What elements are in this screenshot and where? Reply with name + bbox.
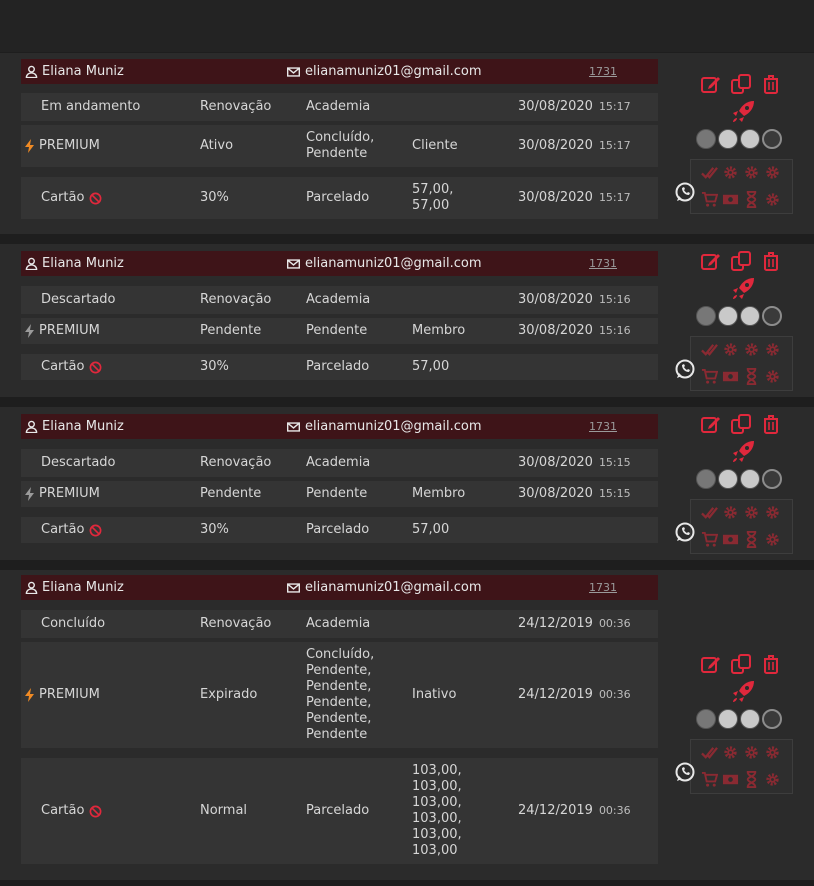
actions-panel (690, 73, 810, 243)
status-category: Academia (306, 616, 371, 631)
payment-row (21, 517, 658, 543)
person-icon (25, 420, 38, 433)
actions-panel (690, 653, 810, 823)
whatsapp-icon[interactable] (674, 358, 696, 380)
client-email: elianamuniz01@gmail.com (305, 255, 482, 271)
payment-method: Cartão (41, 190, 85, 205)
record-card (0, 570, 814, 880)
copy-icon[interactable] (730, 73, 752, 95)
status-label: Descartado (41, 455, 116, 470)
avatar[interactable] (740, 306, 760, 326)
plan-date: 24/12/2019 (518, 687, 593, 702)
payment-discount: 30% (200, 359, 229, 374)
status-time: 00:36 (598, 617, 631, 630)
avatar[interactable] (718, 129, 738, 149)
plan-role: Inativo (412, 687, 457, 702)
record-header (21, 575, 658, 600)
lightning-icon (25, 487, 35, 501)
hourglass-icon[interactable] (743, 771, 760, 788)
lightning-icon (25, 324, 35, 338)
edit-icon[interactable] (700, 653, 722, 675)
payment-mode: Parcelado (306, 522, 370, 537)
mail-icon (287, 422, 300, 432)
avatar[interactable] (762, 306, 782, 326)
avatar[interactable] (718, 709, 738, 729)
plan-row (21, 318, 658, 344)
record-header (21, 59, 658, 84)
rocket-icon[interactable] (730, 276, 756, 302)
gear-icon[interactable] (722, 341, 739, 358)
payment-discount: 30% (200, 190, 229, 205)
whatsapp-icon[interactable] (674, 761, 696, 783)
plan-time: 15:15 (598, 487, 631, 500)
lightning-icon (25, 688, 35, 702)
plan-stages: Concluído, Pendente, Pendente, Pendente, Pendente, Pendente (306, 647, 375, 742)
status-row (21, 93, 658, 121)
status-date: 24/12/2019 (518, 616, 593, 631)
person-icon (25, 581, 38, 594)
gear-icon[interactable] (722, 164, 739, 181)
plan-role: Membro (412, 486, 466, 501)
status-row (21, 610, 658, 638)
payment-row (21, 758, 658, 864)
ban-icon (89, 361, 102, 374)
payment-date: 24/12/2019 (518, 803, 593, 818)
payment-discount: 30% (200, 522, 229, 537)
cart-icon[interactable] (701, 771, 718, 788)
gear-icon[interactable] (743, 744, 760, 761)
record-id-link[interactable]: 1731 (589, 256, 617, 270)
payment-method: Cartão (41, 359, 85, 374)
status-category: Academia (306, 99, 371, 114)
payment-time: 15:17 (598, 191, 631, 204)
payment-row (21, 354, 658, 380)
mail-icon (287, 259, 300, 269)
team-avatars (696, 709, 782, 729)
team-avatars (696, 129, 782, 149)
record-header (21, 251, 658, 276)
team-avatars (696, 469, 782, 489)
gear-icon[interactable] (764, 531, 781, 548)
payment-date: 30/08/2020 (518, 190, 593, 205)
payment-mode: Parcelado (306, 803, 370, 818)
money-icon[interactable] (722, 531, 739, 548)
avatar[interactable] (696, 709, 716, 729)
trash-icon[interactable] (760, 653, 782, 675)
plan-state: Expirado (200, 687, 258, 702)
status-type: Renovação (200, 292, 272, 307)
payment-discount: Normal (200, 803, 248, 818)
avatar[interactable] (718, 469, 738, 489)
avatar[interactable] (740, 709, 760, 729)
status-category: Academia (306, 455, 371, 470)
double-check-icon[interactable] (701, 341, 718, 358)
rocket-icon[interactable] (730, 99, 756, 125)
person-icon (25, 65, 38, 78)
status-date: 30/08/2020 (518, 99, 593, 114)
payment-time: 00:36 (598, 804, 631, 817)
payment-values: 103,00, 103,00, 103,00, 103,00, 103,00, 103,00 (412, 763, 462, 858)
gear-icon[interactable] (764, 341, 781, 358)
status-time: 15:16 (598, 293, 631, 306)
person-icon (25, 257, 38, 270)
record-id-link[interactable]: 1731 (589, 64, 617, 78)
avatar[interactable] (696, 469, 716, 489)
money-icon[interactable] (722, 771, 739, 788)
edit-icon[interactable] (700, 250, 722, 272)
plan-state: Ativo (200, 138, 234, 153)
client-email: elianamuniz01@gmail.com (305, 579, 482, 595)
gear-icon[interactable] (764, 771, 781, 788)
status-icons-panel (690, 739, 793, 794)
trash-icon[interactable] (760, 413, 782, 435)
gear-icon[interactable] (764, 744, 781, 761)
payment-method: Cartão (41, 803, 85, 818)
record-header (21, 414, 658, 439)
client-name: Eliana Muniz (42, 418, 124, 434)
payment-values: 57,00 (412, 359, 450, 374)
plan-label: PREMIUM (39, 323, 100, 338)
copy-icon[interactable] (730, 653, 752, 675)
status-icons-panel (690, 159, 793, 214)
whatsapp-icon[interactable] (674, 521, 696, 543)
gear-icon[interactable] (722, 504, 739, 521)
status-date: 30/08/2020 (518, 455, 593, 470)
record-card (0, 407, 814, 560)
plan-time: 15:16 (598, 324, 631, 337)
status-time: 15:17 (598, 100, 631, 113)
gear-icon[interactable] (743, 341, 760, 358)
copy-icon[interactable] (730, 413, 752, 435)
plan-stages: Concluído, Pendente (306, 130, 375, 161)
plan-date: 30/08/2020 (518, 486, 593, 501)
plan-row (21, 642, 658, 748)
payment-values: 57,00, 57,00 (412, 182, 454, 213)
status-label: Concluído (41, 616, 106, 631)
payment-mode: Parcelado (306, 359, 370, 374)
avatar[interactable] (762, 129, 782, 149)
money-icon[interactable] (722, 368, 739, 385)
status-row (21, 286, 658, 314)
copy-icon[interactable] (730, 250, 752, 272)
plan-stages: Pendente (306, 323, 368, 338)
plan-date: 30/08/2020 (518, 323, 593, 338)
avatar[interactable] (696, 129, 716, 149)
avatar[interactable] (718, 306, 738, 326)
status-row (21, 449, 658, 477)
client-name: Eliana Muniz (42, 255, 124, 271)
payment-method: Cartão (41, 522, 85, 537)
status-label: Descartado (41, 292, 116, 307)
plan-row (21, 481, 658, 507)
hourglass-icon[interactable] (743, 191, 760, 208)
client-email: elianamuniz01@gmail.com (305, 63, 482, 79)
status-type: Renovação (200, 455, 272, 470)
status-icons-panel (690, 499, 793, 554)
ban-icon (89, 805, 102, 818)
payment-row (21, 177, 658, 219)
gear-icon[interactable] (722, 744, 739, 761)
trash-icon[interactable] (760, 73, 782, 95)
payment-values: 57,00 (412, 522, 450, 537)
status-type: Renovação (200, 99, 272, 114)
record-id-link[interactable]: 1731 (589, 580, 617, 594)
ban-icon (89, 192, 102, 205)
record-id-link[interactable]: 1731 (589, 419, 617, 433)
edit-icon[interactable] (700, 413, 722, 435)
record-card (0, 244, 814, 397)
payment-mode: Parcelado (306, 190, 370, 205)
plan-time: 15:17 (598, 139, 631, 152)
status-type: Renovação (200, 616, 272, 631)
gear-icon[interactable] (743, 504, 760, 521)
status-category: Academia (306, 292, 371, 307)
status-icons-panel (690, 336, 793, 391)
gear-icon[interactable] (764, 368, 781, 385)
status-label: Em andamento (41, 99, 141, 114)
client-email: elianamuniz01@gmail.com (305, 418, 482, 434)
avatar[interactable] (762, 709, 782, 729)
team-avatars (696, 306, 782, 326)
hourglass-icon[interactable] (743, 368, 760, 385)
cart-icon[interactable] (701, 368, 718, 385)
edit-icon[interactable] (700, 73, 722, 95)
plan-role: Cliente (412, 138, 458, 153)
gear-icon[interactable] (743, 164, 760, 181)
whatsapp-icon[interactable] (674, 181, 696, 203)
trash-icon[interactable] (760, 250, 782, 272)
rocket-icon[interactable] (730, 679, 756, 705)
plan-label: PREMIUM (39, 138, 100, 153)
double-check-icon[interactable] (701, 744, 718, 761)
gear-icon[interactable] (764, 504, 781, 521)
avatar[interactable] (696, 306, 716, 326)
lightning-icon (25, 139, 35, 153)
hourglass-icon[interactable] (743, 531, 760, 548)
status-time: 15:15 (598, 456, 631, 469)
plan-state: Pendente (200, 486, 262, 501)
gear-icon[interactable] (764, 191, 781, 208)
top-bar (0, 0, 814, 52)
plan-date: 30/08/2020 (518, 138, 593, 153)
plan-state: Pendente (200, 323, 262, 338)
rocket-icon[interactable] (730, 439, 756, 465)
cart-icon[interactable] (701, 191, 718, 208)
client-name: Eliana Muniz (42, 63, 124, 79)
avatar[interactable] (740, 129, 760, 149)
avatar[interactable] (740, 469, 760, 489)
status-date: 30/08/2020 (518, 292, 593, 307)
plan-role: Membro (412, 323, 466, 338)
plan-row (21, 125, 658, 167)
record-card (0, 53, 814, 234)
double-check-icon[interactable] (701, 504, 718, 521)
avatar[interactable] (762, 469, 782, 489)
plan-stages: Pendente (306, 486, 368, 501)
mail-icon (287, 583, 300, 593)
actions-panel (690, 250, 810, 420)
money-icon[interactable] (722, 191, 739, 208)
actions-panel (690, 413, 810, 583)
mail-icon (287, 67, 300, 77)
gear-icon[interactable] (764, 164, 781, 181)
plan-label: PREMIUM (39, 687, 100, 702)
double-check-icon[interactable] (701, 164, 718, 181)
plan-time: 00:36 (598, 688, 631, 701)
ban-icon (89, 524, 102, 537)
cart-icon[interactable] (701, 531, 718, 548)
plan-label: PREMIUM (39, 486, 100, 501)
client-name: Eliana Muniz (42, 579, 124, 595)
